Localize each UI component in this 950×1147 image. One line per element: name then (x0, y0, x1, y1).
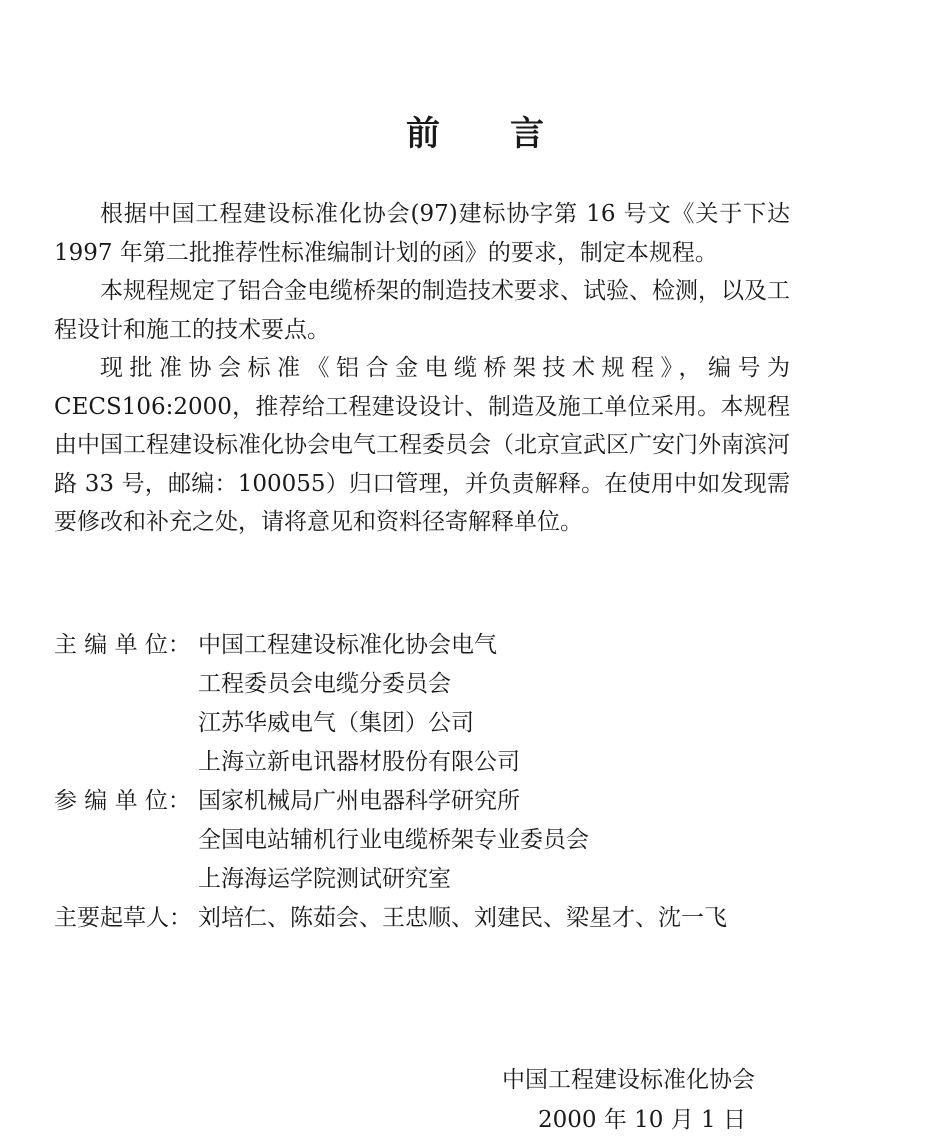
drafters-names: 刘培仁、陈茹会、王忠顺、刘建民、梁星才、沈一飞 (198, 905, 727, 931)
participating-line: 上海海运学院测试研究室 (198, 866, 451, 892)
chief-editor-line: 上海立新电讯器材股份有限公司 (198, 749, 520, 775)
chief-editor-line: 江苏华威电气（集团）公司 (198, 710, 474, 736)
chief-editor-label: 主 编 单 位： (54, 632, 191, 658)
title-char-left: 前 (406, 114, 440, 154)
participating-line: 国家机械局广州电器科学研究所 (198, 788, 520, 814)
paragraph-2: 本规程规定了铝合金电缆桥架的制造技术要求、试验、检测，以及工程设计和施工的技术要点。 (54, 278, 790, 343)
signature-block (460, 1060, 820, 1140)
page-title (0, 112, 950, 156)
signature-date: 2000 年 10 月 1 日 (538, 1107, 746, 1133)
chief-editor-line: 中国工程建设标准化协会电气 (198, 632, 497, 658)
participating-units (54, 782, 814, 899)
paragraph-1: 根据中国工程建设标准化协会(97)建标协字第 16 号文《关于下达 1997 年第二批推荐性标准编制计划的函》的要求，制定本规程。 (54, 201, 790, 266)
signature-organization: 中国工程建设标准化协会 (502, 1067, 755, 1093)
chief-editor-units (54, 626, 814, 782)
participating-label: 参 编 单 位： (54, 788, 191, 814)
preface-body (54, 195, 790, 542)
participating-line: 全国电站辅机行业电缆桥架专业委员会 (198, 827, 589, 853)
drafters-label: 主要起草人： (54, 905, 192, 931)
title-char-right: 言 (510, 114, 544, 154)
main-drafters (54, 899, 814, 938)
chief-editor-line: 工程委员会电缆分委员会 (198, 671, 451, 697)
paragraph-3: 现批准协会标准《铝合金电缆桥架技术规程》，编号为 CECS106:2000，推荐给工程建设设计、制造及施工单位采用。本规程由中国工程建设标准化协会电气工程委员会（北京宣武区广安门外南滨河路 33 号，邮编：100055）归口管理，并负责解释。在使用中如发现需要修改和补充之处，请将意见和资料径寄解释单位。 (54, 355, 790, 535)
editing-units (54, 626, 814, 938)
